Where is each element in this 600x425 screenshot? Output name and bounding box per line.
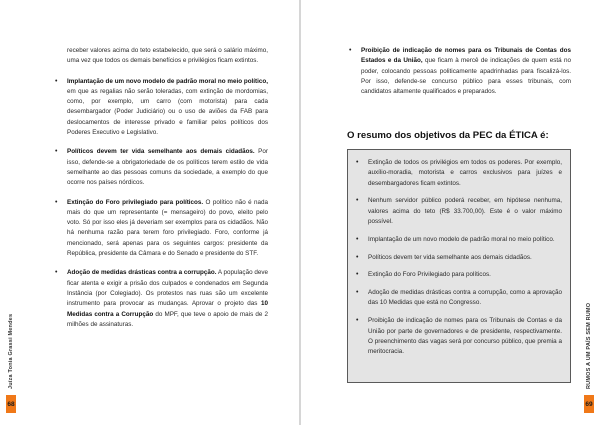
bullet-text: O político não é nada mais do que um representante (= mensageiro) do povo, eleito pelo voto. Só por isso eles já deveriam ser exemplos para os cidadãos. Não há nenhuma razão para terem foro privilegiado. Foro, conforme já mencionado, será apenas para os seguintes cargos: presidente da República, presidente da Câmara e do Senado e presidente do STF. [67,198,268,258]
bullet-text-end: do MPF, que teve o apoio de mais de 2 milhões de assinaturas. [67,310,268,328]
list-item: • Extinção do Foro Privilegiado para políticos. [354,270,562,280]
page-number-left: 68 [6,395,16,413]
summary-list [354,158,562,357]
list-item [53,77,268,139]
bullet-emphasis: 10 Medidas contra a Corrupção [67,300,268,318]
list-item [53,268,268,330]
bullet-text: A população deve ficar atenta e exigir a prisão dos culpados e condenados em Segunda Instância (por Colegiado). Os protestos nas ruas são um excelente instrumento para provocar as mudanças. Aprovar o projeto das [67,269,268,308]
bullet-text: em que as regalias não serão toleradas, com extinção de mordomias, como, por exemplo, um carro (com motorista) para cada desembargador (Poder Judiciário) ou o uso de aviões da FAB para deslocamentos de interesse privado e familiar pelos políticos dos Poderes Executivo e Legislativo. [67,87,268,137]
list-item: • Implantação de um novo modelo de padrão moral no meio político. [354,235,562,245]
author-running-head: Juíza Tonia Grassi Mendes [8,313,14,389]
left-bullet-list [53,77,268,331]
bullet-lead: Implantação de um novo modelo de padrão moral no meio político, [67,77,268,85]
list-item [53,198,268,260]
right-bullet-list [347,46,571,97]
list-item: • Políticos devem ter vida semelhante aos demais cidadãos. [354,253,562,263]
list-item: • Nenhum servidor público poderá receber, em hipótese nenhuma, valores acima do teto (R$ 33.700,00). Este é o valor máximo possível. [354,196,562,227]
bullet-lead: Adoção de medidas drásticas contra a corrupção. [67,269,217,277]
bullet-lead: Proibição de indicação de nomes para os Tribunais de Contas dos Estados e da União, [361,47,571,65]
bullet-lead: Extinção do Foro privilegiado para políticos. [67,198,204,206]
list-item: • Extinção de todos os privilégios em todos os poderes. Por exemplo, auxílio-moradia, motorista e carros exclusivos para juízes e desembargadores ficam extintos. [354,158,562,189]
right-page [301,0,600,425]
right-page-body [347,46,571,106]
list-item [347,46,571,97]
summary-box [347,149,571,383]
left-page [0,0,299,425]
bullet-text: Por isso, defende-se a obrigatoriedade de os políticos terem estilo de vida semelhante ao das pessoas comuns da sociedade, a exemplo do que ocorre nos países nórdicos. [67,148,268,187]
continuation-paragraph: receber valores acima do teto estabelecido, que será o salário máximo, uma vez que todos os demais benefícios e privilégios ficam extintos. [67,47,268,65]
list-item: • Proibição de indicação de nomes para os Tribunais de Contas e da União por parte de governadores e de presidente, respectivamente. O preenchimento das vagas será por concurso público, que premia a meritocracia. [354,316,562,357]
bullet-text: que ficam à mercê de indicações de quem está no poder, colocando pessoas politicamente apadrinhadas para fiscalizá-los. Por isso, defende-se concurso público para esses tribunais, com candidatos altamente qualificados e preparados. [361,57,571,96]
summary-heading: O resumo dos objetivos da PEC da ÉTICA é: [347,130,549,141]
list-item: • Adoção de medidas drásticas contra a corrupção, como a aprovação das 10 Medidas que está no Congresso. [354,288,562,309]
left-page-body [53,46,268,339]
left-side-strip [6,313,16,413]
page-number-right: 69 [584,395,594,413]
list-item [53,147,268,188]
right-side-strip [584,302,594,413]
book-title-running-head: RUMOS A UM PAÍS SEM RUMO [586,302,592,389]
bullet-lead: Políticos devem ter vida semelhante aos demais cidadãos. [67,148,255,156]
